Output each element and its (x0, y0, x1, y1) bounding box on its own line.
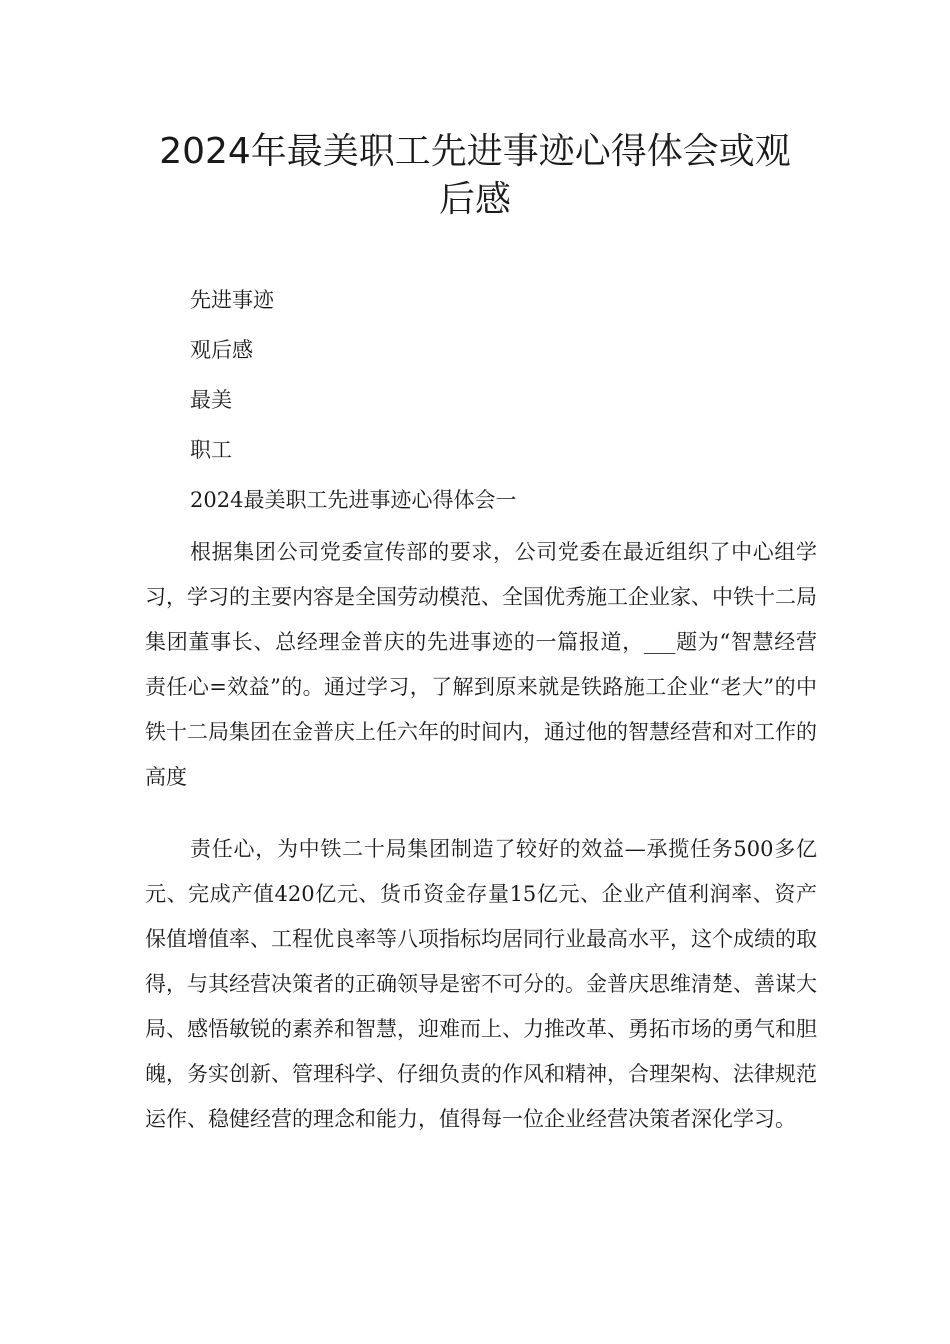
body-paragraph: 根据集团公司党委宣传部的要求，公司党委在最近组织了中心组学习，学习的主要内容是全国劳动模范、全国优秀施工企业家、中铁十二局集团董事长、总经理金普庆的先进事迹的一篇报道，___题为“智慧经营责任心=效益”的。通过学习，了解到原来就是铁路施工企业“老大”的中铁十二局集团在金普庆上任六年的时间内，通过他的智慧经营和对工作的高度 (145, 540, 817, 789)
keyword-item: 观后感 (190, 338, 253, 362)
title-line-1: 2024年最美职工先进事迹心得体会或观 (159, 131, 791, 172)
title-line-2: 后感 (438, 179, 511, 220)
body-paragraph: 责任心，为中铁二十局集团制造了较好的效益—承揽任务500多亿元、完成产值420亿元、货币资金存量15亿元、企业产值利润率、资产保值增值率、工程优良率等八项指标均居同行业最高水平，这个成绩的取得，与其经营决策者的正确领导是密不可分的。金普庆思维清楚、善谋大局、感悟敏锐的素养和智慧，迎难而上、力推改革、勇拓市场的勇气和胆魄，务实创新、管理科学、仔细负责的作风和精神，合理架构、法律规范运作、稳健经营的理念和能力，值得每一位企业经营决策者深化学习。 (145, 837, 817, 1131)
keyword-list (190, 282, 274, 482)
keyword-item: 最美 (190, 388, 232, 412)
document-title (0, 128, 950, 224)
keyword-item: 职工 (190, 438, 232, 462)
section-subheading: 2024最美职工先进事迹心得体会一 (190, 488, 517, 512)
keyword-item: 先进事迹 (190, 288, 274, 312)
